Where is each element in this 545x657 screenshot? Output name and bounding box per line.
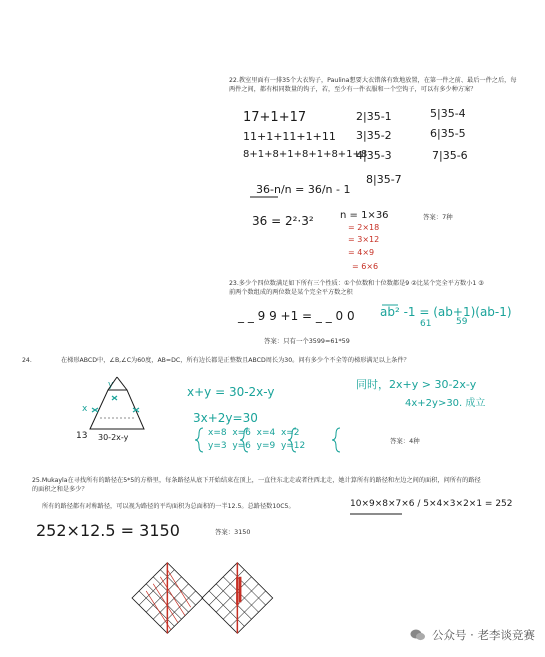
q23-hw-factor: ab² -1 = (ab+1)(ab-1) (380, 305, 512, 319)
q22-hw-n2: = 2×18 (348, 223, 380, 232)
q22-hw-sum3: 8+1+8+1+8+1+8+1+8 (243, 149, 368, 160)
q24-label-13: 13 (76, 431, 88, 441)
q25-answer: 答案：3150 (215, 528, 251, 536)
q24-answer: 答案：4种 (390, 437, 420, 445)
q22-hw-sum1: 17+1+17 (243, 110, 307, 125)
q22-hw-factor: 36 = 2²·3² (252, 214, 314, 228)
q22-answer: 答案：7种 (423, 213, 453, 221)
q24-hw-eq1: x+y = 30-2x-y (187, 385, 275, 399)
q22-hw-div7: 7|35-6 (432, 149, 468, 162)
q24-label-base: 30-2x-y (98, 433, 129, 442)
q25-hw-binom: 10×9×8×7×6 / 5×4×3×2×1 = 252 (350, 499, 513, 509)
q22-hw-div4: 4|35-3 (356, 149, 392, 162)
q24-label-y: y (108, 380, 114, 390)
q23-hw-59: 59 (456, 317, 468, 327)
q24-number: 24. (22, 357, 32, 364)
q23-answer: 答案：只有一个3599=61*59 (264, 337, 350, 345)
q22-hw-n5: = 6×6 (352, 262, 379, 271)
q22-hw-n3: = 3×12 (348, 235, 380, 244)
q22-hw-sum2: 11+1+11+1+11 (243, 130, 336, 143)
q24-text: 在梯形ABCD中，∠B,∠C为60度，AB=DC，所有边长都是正整数且ABCD周长为30。问有多少个不全等的梯形满足以上条件？ (61, 357, 410, 364)
q24-label-x: x (82, 404, 88, 414)
q24-hw-eq2: 3x+2y=30 (193, 411, 258, 425)
q24-hw-x: x=8 x=6 x=4 x=2 (208, 428, 300, 438)
q25-hw-product: 252×12.5 = 3150 (36, 521, 180, 540)
wechat-icon (410, 629, 426, 641)
q24-hw-cond: 同时，2x+y > 30-2x-y (356, 378, 477, 391)
q24-hw-y: y=3 y=6 y=9 y=12 (208, 441, 306, 451)
q24-hw-cond2: 4x+2y>30. 成立 (405, 398, 486, 409)
q25-note: 所有的路径都有对称路径，可以视为路径的平均面积为总面积的一半12.5。总路径数10C5。 (42, 503, 295, 510)
q23-text: 23.多少个四位数满足如下所有三个性质：①个位数和十位数都是9 ②比某个完全平方数小1 ③前两个数组成的两位数是某个完全平方数之积 (229, 280, 484, 296)
q22-hw-div2: 2|35-1 (356, 110, 392, 123)
path-grid-left (132, 563, 203, 634)
q22-hw-div8: 8|35-7 (366, 173, 402, 186)
q23-hw-61: 61 (420, 319, 432, 329)
q25-text: 25.Mukayla在寻找所有的路径在5*5的方格里，每条路径从底下开始结束在顶上，一直往东北走或者往西北走，她计算所有的路径和左边之间的面积，问所有的路径的面积之和是多少？ (32, 477, 481, 493)
q22-hw-fraction: 36-n/n = 36/n - 1 (256, 183, 351, 196)
q22-hw-div3: 3|35-2 (356, 129, 392, 142)
watermark (410, 627, 535, 643)
q22-text: 22.教室里面有一排35个大衣钩子，Paulina想要大衣错落有致地放置，在第一件之前、最后一件之后，每两件之间，都有相同数量的钩子，若，至少有一件衣服和一个空钩子，可以有多少种方案？ (229, 77, 517, 93)
q22-hw-div6: 6|35-5 (430, 127, 466, 140)
q22-hw-n4: = 4×9 (348, 248, 375, 257)
trapezoid-diagram (90, 377, 144, 429)
path-grid-right (202, 563, 273, 634)
q23-hw-digits: _ _ 9 9 +1 = _ _ 0 0 (238, 309, 355, 323)
watermark-text: 公众号 · 老李谈竞赛 (432, 628, 535, 642)
q22-hw-div5: 5|35-4 (430, 107, 466, 120)
q22-hw-n1: n = 1×36 (340, 210, 389, 221)
